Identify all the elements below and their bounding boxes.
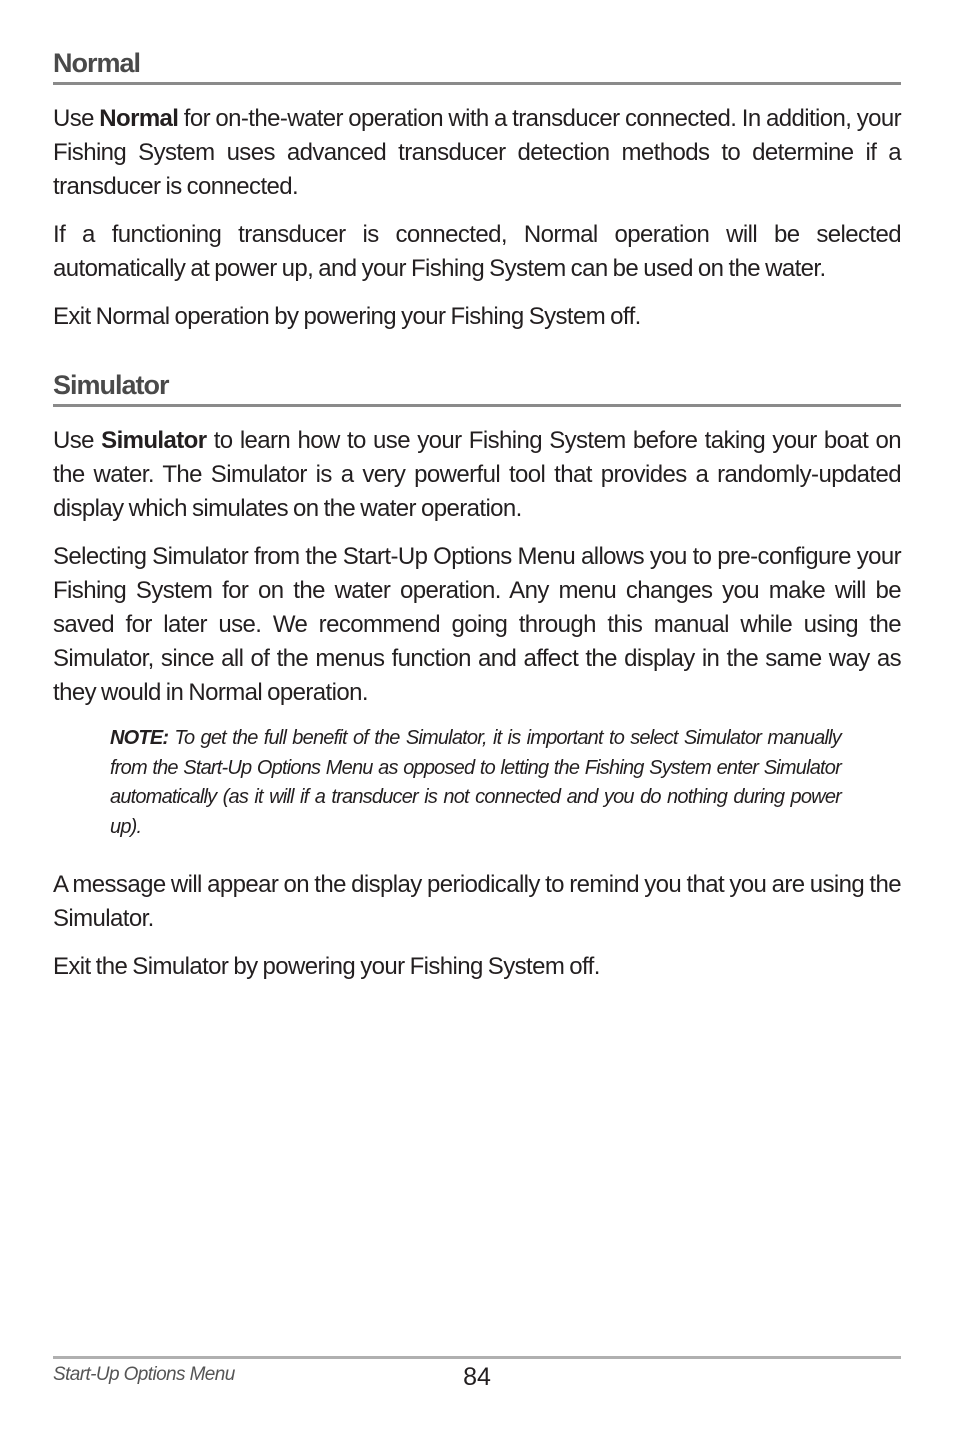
page-number: 84 [463,1363,491,1391]
paragraph: A message will appear on the display periodically to remind you that you are using the Simulator. [53,871,901,932]
bold-term: Simulator [101,427,207,454]
note-box [110,724,841,842]
footer-divider [53,1356,901,1359]
note-label: NOTE: [110,727,169,749]
paragraph [53,424,901,526]
footer-section-title: Start-Up Options Menu [53,1364,235,1385]
paragraph-text: Use [53,105,100,132]
section-simulator [53,370,901,998]
paragraph: Selecting Simulator from the Start-Up Options Menu allows you to pre-configure your Fishing System for on the water operation. Any menu changes you make will be saved for later use. We recommend going through this manual while using the Simulator, since all of the menus function and affect the display in the same way as they would in Normal operation. [53,543,901,706]
paragraph: Exit the Simulator by powering your Fishing System off. [53,953,600,980]
paragraph-text: to learn how to use your Fishing System before taking your boat on the water. The Simulator is a very powerful tool that provides a randomly-updated display which simulates on the water operation. [53,427,901,522]
paragraph-text: for on-the-water operation with a transducer connected. In addition, your Fishing System uses advanced transducer detection methods to determine if a transducer is connected. [53,105,901,200]
paragraph [53,102,901,204]
note-text: To get the full benefit of the Simulator, it is important to select Simulator manually from the Start-Up Options Menu as opposed to letting the Fishing System enter Simulator automatically (as it will if a transducer is not connected and you do nothing during power up). [110,727,841,838]
paragraph: Exit Normal operation by powering your Fishing System off. [53,303,641,330]
paragraph: If a functioning transducer is connected, Normal operation will be selected automatically at power up, and your Fishing System can be used on the water. [53,221,901,282]
section-heading: Simulator [53,370,901,407]
paragraph-text: Use [53,427,102,454]
bold-term: Normal [99,105,179,132]
section-heading: Normal [53,48,901,85]
section-normal [53,48,901,348]
